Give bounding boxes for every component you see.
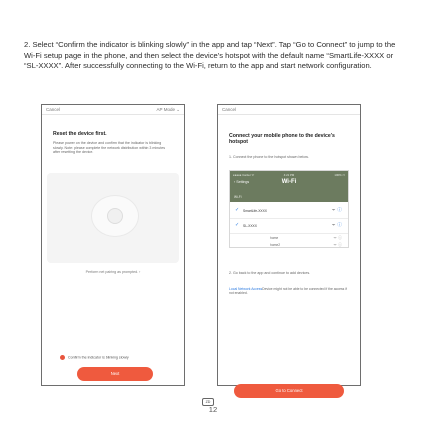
confirm-checkbox[interactable] xyxy=(60,355,129,360)
checkmark-icon: ✓ xyxy=(235,207,240,213)
network-name: home2 xyxy=(270,243,281,247)
phone-screen-reset xyxy=(41,104,185,386)
carrier-text: ●●●●● Carrier ᯤ xyxy=(233,173,255,177)
reset-description: Please power on the device and confirm that the indicator is blinking slowly. Note: please complete the network distribution within 3 minutes after resetting the device. xyxy=(53,141,165,155)
wifi-signal-icon: ᯤ ⓘ xyxy=(333,235,342,240)
wifi-title: Wi-Fi xyxy=(281,179,297,185)
battery-text: 100% ▭ xyxy=(334,173,345,177)
wifi-signal-icon: ᯤ xyxy=(331,222,336,227)
mode-selector[interactable]: AP Mode ⌄ xyxy=(156,107,180,112)
page-number: 12 xyxy=(208,405,218,414)
device-illustration xyxy=(47,173,179,263)
hotspot-title: Connect your mobile phone to the device's hotspot xyxy=(229,133,335,145)
checkmark-icon: ✓ xyxy=(235,222,240,228)
pairing-help-link[interactable]: Perform net pairing as prompted. › xyxy=(85,270,141,274)
phone-screen-hotspot xyxy=(217,104,361,393)
time-text: 4:21 PM xyxy=(283,173,295,177)
wifi-signal-icon: ᯤ xyxy=(331,207,336,212)
settings-back-link[interactable]: ‹ Settings xyxy=(234,180,250,184)
wifi-header xyxy=(230,171,348,202)
device-button-icon xyxy=(107,208,123,224)
step-one: 1. Connect the phone to the hotspot shown below. xyxy=(229,155,309,159)
top-bar xyxy=(218,105,360,115)
local-network-note xyxy=(229,287,349,296)
local-network-text: Device might not be able to be connected if the access if not enabled. xyxy=(229,287,347,296)
cancel-button[interactable]: Cancel xyxy=(222,107,237,112)
network-name: SmartLife-XXXX xyxy=(243,209,268,213)
step-two: 2. Go back to the app and continue to add devices. xyxy=(229,271,311,275)
next-button[interactable]: Next xyxy=(77,367,153,381)
network-row-dim[interactable] xyxy=(270,241,348,250)
network-row[interactable] xyxy=(230,204,348,219)
info-icon[interactable]: ᯤ ⓘ xyxy=(331,207,342,212)
radio-dot-icon xyxy=(60,355,65,360)
device-icon xyxy=(91,195,139,237)
network-row[interactable] xyxy=(230,219,348,234)
confirm-label: Confirm the indicator is blinking slowly xyxy=(68,355,129,360)
info-icon[interactable]: ᯤ ⓘ xyxy=(331,222,342,227)
network-name: SL-XXXX xyxy=(243,224,257,228)
wifi-label: Wi-Fi xyxy=(234,195,242,199)
local-network-link[interactable]: Local Network Access xyxy=(229,287,263,291)
wifi-signal-icon: ᯤ ⓘ xyxy=(333,242,342,247)
reset-title: Reset the device first. xyxy=(53,131,107,137)
top-bar xyxy=(42,105,184,115)
cancel-button[interactable]: Cancel xyxy=(46,107,61,112)
status-bar xyxy=(233,173,345,177)
go-to-connect-button[interactable]: Go to Connect xyxy=(234,384,344,398)
wifi-settings-illustration xyxy=(229,170,349,248)
brand-icon: ZD xyxy=(202,398,214,406)
instruction-text: 2. Select “Confirm the indicator is blinking slowly” in the app and tap “Next”. Tap “Go to Connect” to jump to the Wi-Fi setup page in the phone, and then select the device's hotspot with the default name “SmartLife-XXXX or “SL-XXXX”. After successfully connecting to the Wi-Fi, return to the app and start network configuration. xyxy=(24,40,396,71)
network-name: home xyxy=(270,236,279,240)
